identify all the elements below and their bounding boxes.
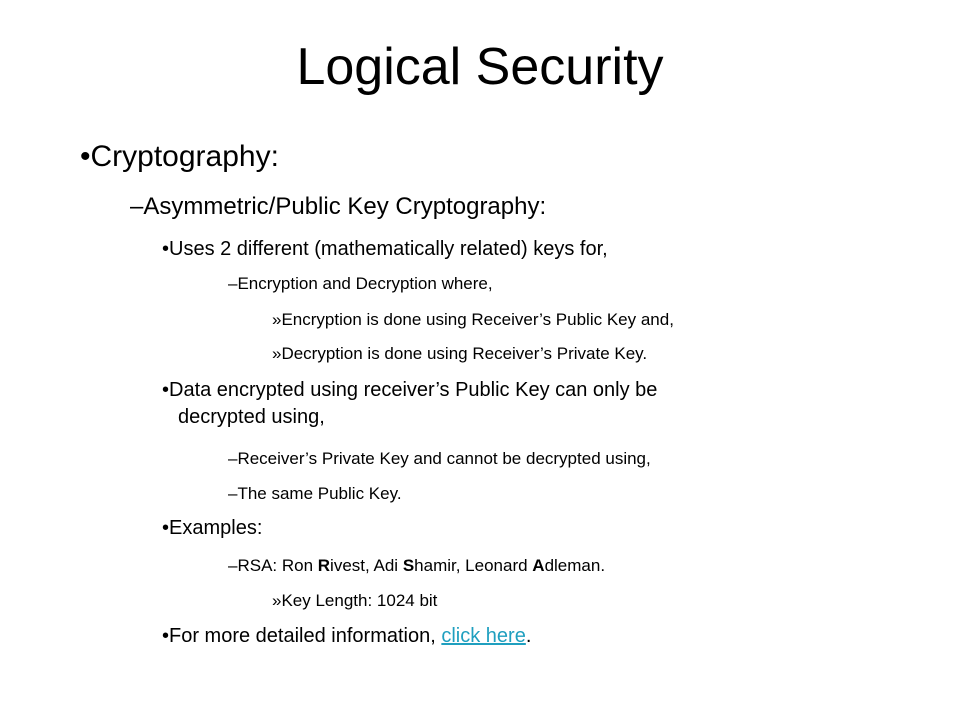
sub-same-public-key: –The same Public Key. xyxy=(228,484,402,503)
click-here-link[interactable]: click here xyxy=(441,625,526,647)
item-key-length: »Key Length: 1024 bit xyxy=(272,591,438,610)
rsa-hamir: hamir, Leonard xyxy=(414,556,533,575)
rsa-r: R xyxy=(317,556,331,575)
sub-rsa xyxy=(228,555,605,577)
item-encryption: »Encryption is done using Receiver’s Public Key and, xyxy=(272,310,674,329)
rsa-s: S xyxy=(402,556,415,575)
point-examples: •Examples: xyxy=(162,517,263,539)
point-data-encrypted-line2: decrypted using, xyxy=(178,406,325,428)
more-info-suffix: . xyxy=(525,625,532,647)
item-decryption: »Decryption is done using Receiver’s Private Key. xyxy=(272,344,648,363)
rsa-prefix: –RSA: Ron xyxy=(228,556,318,575)
rsa-a: A xyxy=(532,556,545,575)
point-data-encrypted-line1: •Data encrypted using receiver’s Public Key can only be xyxy=(162,379,658,401)
point-more-info xyxy=(162,623,531,649)
point-uses-keys: •Uses 2 different (mathematically related) keys for, xyxy=(162,238,608,260)
sub-receiver-private-key: –Receiver’s Private Key and cannot be decrypted using, xyxy=(228,449,651,468)
bullet-asymmetric: –Asymmetric/Public Key Cryptography: xyxy=(130,193,547,220)
bullet-cryptography: •Cryptography: xyxy=(80,140,279,173)
more-info-prefix: •For more detailed information, xyxy=(162,625,442,647)
rsa-ivest: ivest, Adi xyxy=(330,556,403,575)
sub-encryption-decryption: –Encryption and Decryption where, xyxy=(228,274,493,293)
slide-title: Logical Security xyxy=(296,38,664,96)
rsa-dleman: dleman. xyxy=(544,556,606,575)
